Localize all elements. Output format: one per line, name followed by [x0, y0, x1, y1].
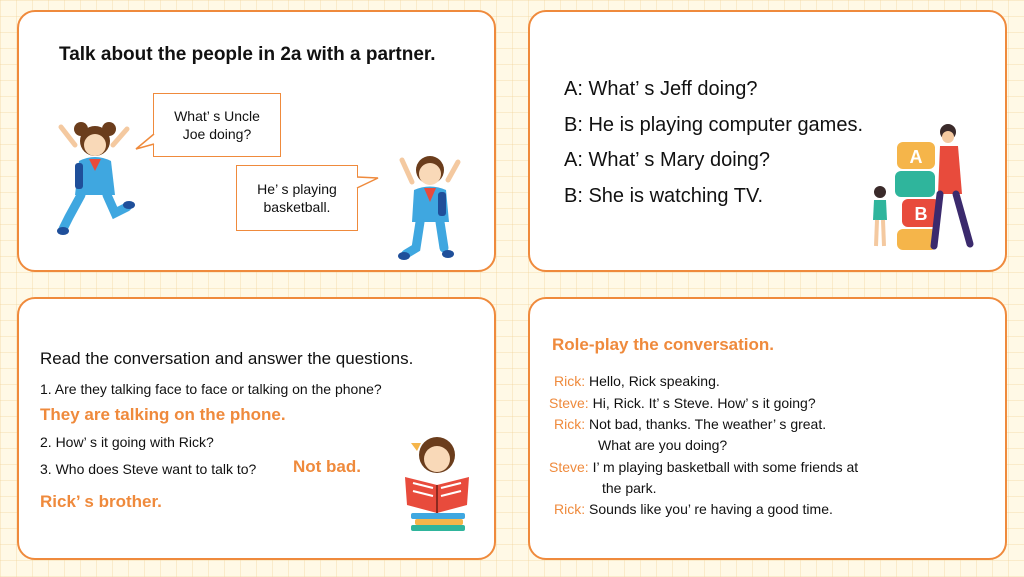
dialog-card: [528, 10, 1007, 272]
block-letter-b: B: [914, 204, 928, 224]
answer-2: Not bad.: [293, 457, 361, 476]
dialog-text: What are you doing?: [598, 437, 728, 453]
answer-1: They are talking on the phone.: [40, 405, 286, 424]
boy-illustration: [394, 150, 466, 262]
question-2: 2. How’ s it going with Rick?: [40, 434, 214, 450]
speaker-label: Steve:: [549, 395, 589, 411]
bubble-tail: [135, 132, 155, 154]
dialog-line: A: What’ s Mary doing?: [564, 149, 771, 171]
dialog-line: [598, 437, 727, 453]
speech-bubble-question: [153, 93, 281, 157]
dialog-line: B: He is playing computer games.: [564, 114, 864, 136]
dialog-text: Sounds like you’ re having a good time.: [589, 501, 833, 517]
dialog-line: B: She is watching TV.: [564, 185, 764, 207]
block-letter-a: A: [909, 147, 923, 167]
alphabet-blocks-illustration: [870, 124, 980, 250]
talk-card: [17, 10, 496, 272]
dialog-line: [602, 480, 656, 496]
question-3: 3. Who does Steve want to talk to?: [40, 461, 257, 477]
dialog-line: [549, 459, 858, 475]
speaker-label: Rick:: [554, 416, 586, 432]
dialog-line: A: What’ s Jeff doing?: [564, 78, 758, 100]
card-title: Talk about the people in 2a with a partner.: [59, 44, 436, 65]
dialog-text: Not bad, thanks. The weather’ s great.: [589, 416, 827, 432]
bubble-line: basketball.: [263, 199, 331, 215]
dialog-line: [554, 373, 720, 389]
speaker-label: Steve:: [549, 459, 589, 475]
dialog-line: [549, 395, 816, 411]
girl-illustration: [55, 117, 135, 237]
speaker-label: Rick:: [554, 373, 586, 389]
question-1: 1. Are they talking face to face or talking on the phone?: [40, 381, 382, 397]
questions-card: [17, 297, 496, 560]
bubble-tail: [356, 174, 380, 194]
dialog-text: Hi, Rick. It’ s Steve. How’ s it going?: [592, 395, 816, 411]
girl-reading-illustration: [397, 433, 477, 533]
dialog-line: [554, 416, 826, 432]
bubble-line: What’ s Uncle: [174, 108, 260, 124]
dialog-text: Hello, Rick speaking.: [589, 373, 720, 389]
card-title: Role-play the conversation.: [552, 335, 774, 354]
bubble-line: Joe doing?: [182, 126, 252, 142]
dialog-text: the park.: [602, 480, 657, 496]
instructions-heading: Read the conversation and answer the questions.: [40, 349, 414, 368]
roleplay-card: [528, 297, 1007, 560]
answer-3: Rick’ s brother.: [40, 492, 162, 511]
speech-bubble-answer: [236, 165, 358, 231]
dialog-line: [554, 501, 833, 517]
bubble-line: He’ s playing: [257, 181, 337, 197]
speaker-label: Rick:: [554, 501, 586, 517]
dialog-text: I’ m playing basketball with some friends at: [592, 459, 859, 475]
